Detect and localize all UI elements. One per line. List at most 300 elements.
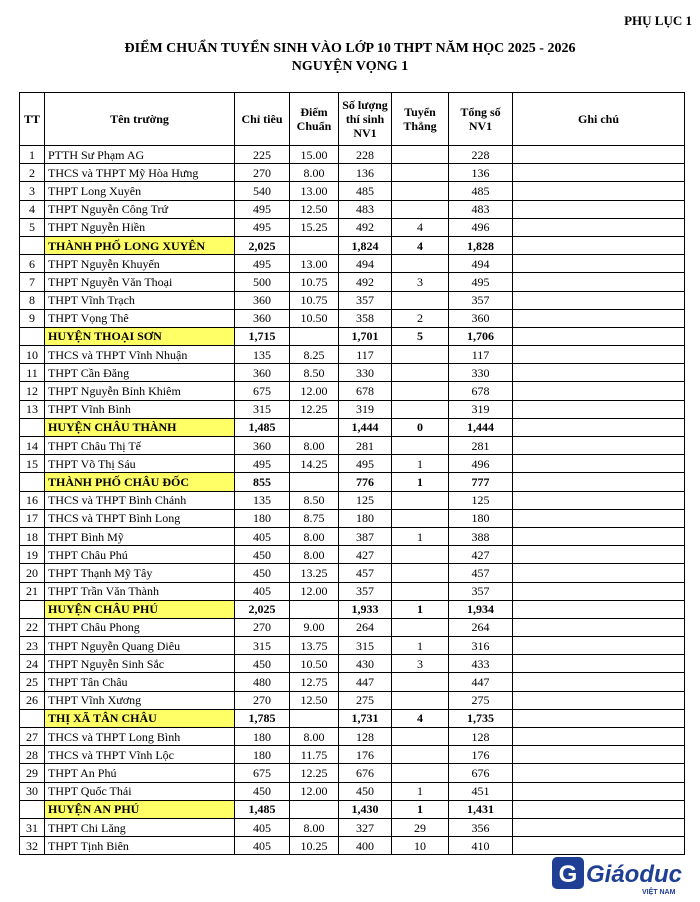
cell-score: 12.50 xyxy=(290,200,339,218)
cell-quota: 405 xyxy=(235,818,290,836)
cell-total: 494 xyxy=(449,255,513,273)
cell-tt: 23 xyxy=(20,637,45,655)
cell-direct: 4 xyxy=(392,218,449,236)
cell-note xyxy=(513,509,685,527)
header-school-name: Tên trường xyxy=(45,93,235,146)
cell-total: 125 xyxy=(449,491,513,509)
cell-quota: 405 xyxy=(235,582,290,600)
cell-tt: 9 xyxy=(20,309,45,327)
cell-direct xyxy=(392,182,449,200)
table-row xyxy=(20,182,685,200)
table-row xyxy=(20,218,685,236)
cell-quota: 225 xyxy=(235,146,290,164)
cell-score: 15.25 xyxy=(290,218,339,236)
cell-note xyxy=(513,255,685,273)
cell-school-name: THPT An Phú xyxy=(45,764,235,782)
cell-note xyxy=(513,673,685,691)
cell-total: 117 xyxy=(449,346,513,364)
cell-direct: 1 xyxy=(392,600,449,618)
cell-tt xyxy=(20,327,45,345)
cell-quota: 405 xyxy=(235,527,290,545)
cell-note xyxy=(513,582,685,600)
cell-school-name: THÀNH PHỐ CHÂU ĐỐC xyxy=(45,473,235,491)
cell-note xyxy=(513,655,685,673)
cell-direct xyxy=(392,200,449,218)
cell-direct: 4 xyxy=(392,236,449,254)
table-row xyxy=(20,146,685,164)
appendix-label: PHỤ LỤC 1 xyxy=(624,13,692,28)
cell-note xyxy=(513,400,685,418)
cell-count: 1,701 xyxy=(339,327,392,345)
cell-tt: 3 xyxy=(20,182,45,200)
table-row xyxy=(20,164,685,182)
cell-direct xyxy=(392,546,449,564)
table-row xyxy=(20,764,685,782)
table-row xyxy=(20,782,685,800)
cell-school-name: THPT Châu Thị Tế xyxy=(45,437,235,455)
table-body xyxy=(20,146,685,855)
district-total-row xyxy=(20,473,685,491)
cell-school-name: THPT Nguyễn Văn Thoại xyxy=(45,273,235,291)
cell-quota: 315 xyxy=(235,400,290,418)
cell-score: 9.00 xyxy=(290,618,339,636)
cell-count: 450 xyxy=(339,782,392,800)
logo-text: Giáoduc xyxy=(586,861,683,888)
cell-score: 8.00 xyxy=(290,527,339,545)
cell-quota: 1,715 xyxy=(235,327,290,345)
cell-quota: 2,025 xyxy=(235,236,290,254)
cell-tt: 32 xyxy=(20,837,45,855)
cell-total: 495 xyxy=(449,273,513,291)
cell-total: 1,735 xyxy=(449,709,513,727)
cell-direct: 0 xyxy=(392,418,449,436)
cell-school-name: THCS và THPT Mỹ Hòa Hưng xyxy=(45,164,235,182)
table-row xyxy=(20,655,685,673)
cell-direct xyxy=(392,382,449,400)
cell-total: 1,444 xyxy=(449,418,513,436)
cell-score xyxy=(290,709,339,727)
cell-note xyxy=(513,728,685,746)
cell-direct xyxy=(392,146,449,164)
cell-total: 180 xyxy=(449,509,513,527)
cell-count: 427 xyxy=(339,546,392,564)
cell-score: 12.00 xyxy=(290,382,339,400)
cell-score xyxy=(290,473,339,491)
cell-score: 8.75 xyxy=(290,509,339,527)
cell-tt xyxy=(20,800,45,818)
cell-note xyxy=(513,764,685,782)
cell-note xyxy=(513,327,685,345)
cell-school-name: THPT Bình Mỹ xyxy=(45,527,235,545)
cell-score: 10.25 xyxy=(290,837,339,855)
cell-tt: 4 xyxy=(20,200,45,218)
cell-note xyxy=(513,691,685,709)
cell-school-name: THỊ XÃ TÂN CHÂU xyxy=(45,709,235,727)
cell-quota: 495 xyxy=(235,255,290,273)
cell-tt: 27 xyxy=(20,728,45,746)
cell-score: 10.50 xyxy=(290,309,339,327)
table-row xyxy=(20,364,685,382)
table-row xyxy=(20,582,685,600)
cell-school-name: THPT Tân Châu xyxy=(45,673,235,691)
cell-total: 360 xyxy=(449,309,513,327)
cell-score: 10.50 xyxy=(290,655,339,673)
cell-score: 11.75 xyxy=(290,746,339,764)
cell-direct xyxy=(392,582,449,600)
cell-total: 330 xyxy=(449,364,513,382)
cell-tt: 31 xyxy=(20,818,45,836)
cell-total: 427 xyxy=(449,546,513,564)
cell-direct xyxy=(392,491,449,509)
cell-quota: 270 xyxy=(235,618,290,636)
cell-direct xyxy=(392,509,449,527)
cell-total: 410 xyxy=(449,837,513,855)
district-total-row xyxy=(20,327,685,345)
table-row xyxy=(20,818,685,836)
header-total: Tổng số NV1 xyxy=(449,93,513,146)
table-row xyxy=(20,618,685,636)
cell-note xyxy=(513,291,685,309)
cell-note xyxy=(513,637,685,655)
cell-quota: 135 xyxy=(235,491,290,509)
cell-count: 1,824 xyxy=(339,236,392,254)
page-title: ĐIỂM CHUẨN TUYỂN SINH VÀO LỚP 10 THPT NĂM HỌC 2025 - 2026 xyxy=(124,41,576,56)
cell-score: 10.75 xyxy=(290,273,339,291)
cell-direct xyxy=(392,564,449,582)
header-score: Điểm Chuẩn xyxy=(290,93,339,146)
cell-note xyxy=(513,473,685,491)
cell-note xyxy=(513,600,685,618)
cell-direct: 1 xyxy=(392,800,449,818)
cell-direct xyxy=(392,437,449,455)
cell-count: 117 xyxy=(339,346,392,364)
cell-quota: 450 xyxy=(235,546,290,564)
cell-count: 357 xyxy=(339,582,392,600)
cell-count: 678 xyxy=(339,382,392,400)
cell-total: 1,934 xyxy=(449,600,513,618)
cell-direct xyxy=(392,346,449,364)
table-row xyxy=(20,509,685,527)
cell-tt: 11 xyxy=(20,364,45,382)
cell-total: 457 xyxy=(449,564,513,582)
cell-count: 483 xyxy=(339,200,392,218)
cell-school-name: THPT Thạnh Mỹ Tây xyxy=(45,564,235,582)
cell-direct: 1 xyxy=(392,527,449,545)
cell-quota: 540 xyxy=(235,182,290,200)
cell-school-name: THPT Võ Thị Sáu xyxy=(45,455,235,473)
cell-note xyxy=(513,236,685,254)
cell-score: 8.50 xyxy=(290,364,339,382)
cell-score: 12.75 xyxy=(290,673,339,691)
cell-count: 1,933 xyxy=(339,600,392,618)
cell-total: 176 xyxy=(449,746,513,764)
cell-total: 678 xyxy=(449,382,513,400)
cell-direct xyxy=(392,673,449,691)
table-row xyxy=(20,564,685,582)
cell-direct: 5 xyxy=(392,327,449,345)
cell-school-name: THPT Nguyễn Công Trứ xyxy=(45,200,235,218)
cell-score: 10.75 xyxy=(290,291,339,309)
cell-quota: 360 xyxy=(235,364,290,382)
cell-quota: 450 xyxy=(235,655,290,673)
cell-count: 447 xyxy=(339,673,392,691)
cell-tt: 22 xyxy=(20,618,45,636)
cell-direct: 10 xyxy=(392,837,449,855)
cell-tt: 19 xyxy=(20,546,45,564)
cell-total: 228 xyxy=(449,146,513,164)
cell-direct xyxy=(392,746,449,764)
cell-direct xyxy=(392,764,449,782)
cell-school-name: THPT Nguyễn Khuyến xyxy=(45,255,235,273)
cell-direct: 3 xyxy=(392,655,449,673)
cell-note xyxy=(513,164,685,182)
cell-count: 358 xyxy=(339,309,392,327)
cell-direct xyxy=(392,691,449,709)
cell-note xyxy=(513,273,685,291)
cell-total: 483 xyxy=(449,200,513,218)
cell-total: 451 xyxy=(449,782,513,800)
cell-tt: 12 xyxy=(20,382,45,400)
table-row xyxy=(20,491,685,509)
table-row xyxy=(20,637,685,655)
cell-direct xyxy=(392,618,449,636)
cell-note xyxy=(513,800,685,818)
table-row xyxy=(20,673,685,691)
cell-tt: 8 xyxy=(20,291,45,309)
cell-school-name: THPT Vĩnh Xương xyxy=(45,691,235,709)
header-quota: Chỉ tiêu xyxy=(235,93,290,146)
cell-direct xyxy=(392,255,449,273)
cell-score xyxy=(290,236,339,254)
header-direct: Tuyển Thẳng xyxy=(392,93,449,146)
district-total-row xyxy=(20,418,685,436)
cell-direct xyxy=(392,364,449,382)
cell-total: 275 xyxy=(449,691,513,709)
cell-score: 8.00 xyxy=(290,818,339,836)
cell-quota: 405 xyxy=(235,837,290,855)
cell-quota: 360 xyxy=(235,291,290,309)
cell-note xyxy=(513,218,685,236)
cell-tt: 25 xyxy=(20,673,45,691)
cell-tt: 7 xyxy=(20,273,45,291)
cell-tt: 10 xyxy=(20,346,45,364)
cell-count: 275 xyxy=(339,691,392,709)
cell-count: 176 xyxy=(339,746,392,764)
cell-school-name: THPT Vọng Thê xyxy=(45,309,235,327)
cell-total: 496 xyxy=(449,218,513,236)
cell-score: 12.25 xyxy=(290,764,339,782)
cell-school-name: HUYỆN THOẠI SƠN xyxy=(45,327,235,345)
header-count: Số lượng thí sinh NV1 xyxy=(339,93,392,146)
cell-school-name: PTTH Sư Phạm AG xyxy=(45,146,235,164)
table-row xyxy=(20,746,685,764)
cell-count: 128 xyxy=(339,728,392,746)
cell-tt: 29 xyxy=(20,764,45,782)
cell-tt: 21 xyxy=(20,582,45,600)
cell-tt: 16 xyxy=(20,491,45,509)
cell-count: 125 xyxy=(339,491,392,509)
cell-count: 676 xyxy=(339,764,392,782)
cell-quota: 360 xyxy=(235,437,290,455)
cell-school-name: THCS và THPT Vĩnh Lộc xyxy=(45,746,235,764)
table-row xyxy=(20,527,685,545)
cell-total: 1,706 xyxy=(449,327,513,345)
cell-quota: 2,025 xyxy=(235,600,290,618)
cell-total: 264 xyxy=(449,618,513,636)
cell-direct xyxy=(392,400,449,418)
district-total-row xyxy=(20,800,685,818)
district-total-row xyxy=(20,600,685,618)
cell-tt xyxy=(20,418,45,436)
cell-school-name: THCS và THPT Bình Chánh xyxy=(45,491,235,509)
cell-tt: 18 xyxy=(20,527,45,545)
cell-school-name: THPT Cần Đăng xyxy=(45,364,235,382)
cell-count: 400 xyxy=(339,837,392,855)
cell-score: 13.00 xyxy=(290,255,339,273)
cell-direct xyxy=(392,164,449,182)
cell-count: 776 xyxy=(339,473,392,491)
cell-total: 357 xyxy=(449,291,513,309)
cell-count: 264 xyxy=(339,618,392,636)
cell-quota: 180 xyxy=(235,746,290,764)
cell-total: 357 xyxy=(449,582,513,600)
cell-count: 330 xyxy=(339,364,392,382)
cell-quota: 1,485 xyxy=(235,418,290,436)
table-row xyxy=(20,273,685,291)
cell-count: 1,430 xyxy=(339,800,392,818)
cell-direct: 1 xyxy=(392,473,449,491)
cell-note xyxy=(513,546,685,564)
cell-count: 281 xyxy=(339,437,392,455)
cell-school-name: THCS và THPT Bình Long xyxy=(45,509,235,527)
table-row xyxy=(20,437,685,455)
cell-tt: 26 xyxy=(20,691,45,709)
cell-count: 1,444 xyxy=(339,418,392,436)
cell-note xyxy=(513,455,685,473)
cell-quota: 270 xyxy=(235,691,290,709)
cell-count: 492 xyxy=(339,273,392,291)
cell-tt xyxy=(20,709,45,727)
cell-school-name: THPT Nguyễn Bỉnh Khiêm xyxy=(45,382,235,400)
table-row xyxy=(20,546,685,564)
cell-count: 315 xyxy=(339,637,392,655)
cell-tt: 14 xyxy=(20,437,45,455)
admission-score-table xyxy=(19,92,685,855)
cell-direct xyxy=(392,728,449,746)
cell-quota: 360 xyxy=(235,309,290,327)
cell-school-name: THPT Tịnh Biên xyxy=(45,837,235,855)
cell-note xyxy=(513,418,685,436)
cell-school-name: HUYỆN AN PHÚ xyxy=(45,800,235,818)
cell-note xyxy=(513,527,685,545)
cell-total: 676 xyxy=(449,764,513,782)
district-total-row xyxy=(20,236,685,254)
cell-direct: 1 xyxy=(392,455,449,473)
cell-score: 13.25 xyxy=(290,564,339,582)
svg-text:G: G xyxy=(558,861,578,888)
table-row xyxy=(20,346,685,364)
cell-count: 485 xyxy=(339,182,392,200)
cell-count: 136 xyxy=(339,164,392,182)
cell-note xyxy=(513,818,685,836)
giaoduc-logo xyxy=(550,853,695,897)
cell-note xyxy=(513,309,685,327)
cell-school-name: THPT Nguyễn Sinh Sắc xyxy=(45,655,235,673)
cell-direct: 1 xyxy=(392,782,449,800)
cell-total: 316 xyxy=(449,637,513,655)
cell-quota: 270 xyxy=(235,164,290,182)
cell-total: 128 xyxy=(449,728,513,746)
cell-quota: 675 xyxy=(235,382,290,400)
cell-count: 228 xyxy=(339,146,392,164)
cell-quota: 495 xyxy=(235,455,290,473)
cell-score: 8.00 xyxy=(290,728,339,746)
cell-school-name: HUYỆN CHÂU PHÚ xyxy=(45,600,235,618)
cell-count: 180 xyxy=(339,509,392,527)
table-row xyxy=(20,691,685,709)
cell-school-name: HUYỆN CHÂU THÀNH xyxy=(45,418,235,436)
cell-total: 777 xyxy=(449,473,513,491)
cell-tt xyxy=(20,473,45,491)
cell-score: 12.25 xyxy=(290,400,339,418)
cell-direct xyxy=(392,291,449,309)
table-row xyxy=(20,200,685,218)
cell-note xyxy=(513,146,685,164)
cell-quota: 495 xyxy=(235,200,290,218)
cell-score xyxy=(290,600,339,618)
cell-count: 494 xyxy=(339,255,392,273)
cell-direct: 4 xyxy=(392,709,449,727)
cell-score: 13.00 xyxy=(290,182,339,200)
cell-score: 12.00 xyxy=(290,782,339,800)
cell-tt: 24 xyxy=(20,655,45,673)
table-row xyxy=(20,400,685,418)
cell-total: 1,828 xyxy=(449,236,513,254)
cell-quota: 495 xyxy=(235,218,290,236)
cell-quota: 1,485 xyxy=(235,800,290,818)
cell-total: 485 xyxy=(449,182,513,200)
cell-score: 8.25 xyxy=(290,346,339,364)
cell-score xyxy=(290,418,339,436)
cell-tt: 20 xyxy=(20,564,45,582)
cell-school-name: THPT Nguyễn Hiền xyxy=(45,218,235,236)
cell-tt: 17 xyxy=(20,509,45,527)
cell-quota: 315 xyxy=(235,637,290,655)
cell-count: 327 xyxy=(339,818,392,836)
cell-count: 1,731 xyxy=(339,709,392,727)
cell-school-name: THPT Quốc Thái xyxy=(45,782,235,800)
cell-score: 12.50 xyxy=(290,691,339,709)
cell-note xyxy=(513,618,685,636)
cell-score: 8.00 xyxy=(290,164,339,182)
cell-note xyxy=(513,491,685,509)
district-total-row xyxy=(20,709,685,727)
cell-total: 1,431 xyxy=(449,800,513,818)
table-row xyxy=(20,255,685,273)
cell-note xyxy=(513,782,685,800)
cell-quota: 135 xyxy=(235,346,290,364)
cell-quota: 675 xyxy=(235,764,290,782)
cell-tt: 2 xyxy=(20,164,45,182)
cell-tt: 5 xyxy=(20,218,45,236)
cell-score: 14.25 xyxy=(290,455,339,473)
cell-tt: 6 xyxy=(20,255,45,273)
cell-note xyxy=(513,564,685,582)
cell-school-name: THPT Châu Phong xyxy=(45,618,235,636)
cell-note xyxy=(513,364,685,382)
cell-note xyxy=(513,200,685,218)
cell-score: 8.50 xyxy=(290,491,339,509)
